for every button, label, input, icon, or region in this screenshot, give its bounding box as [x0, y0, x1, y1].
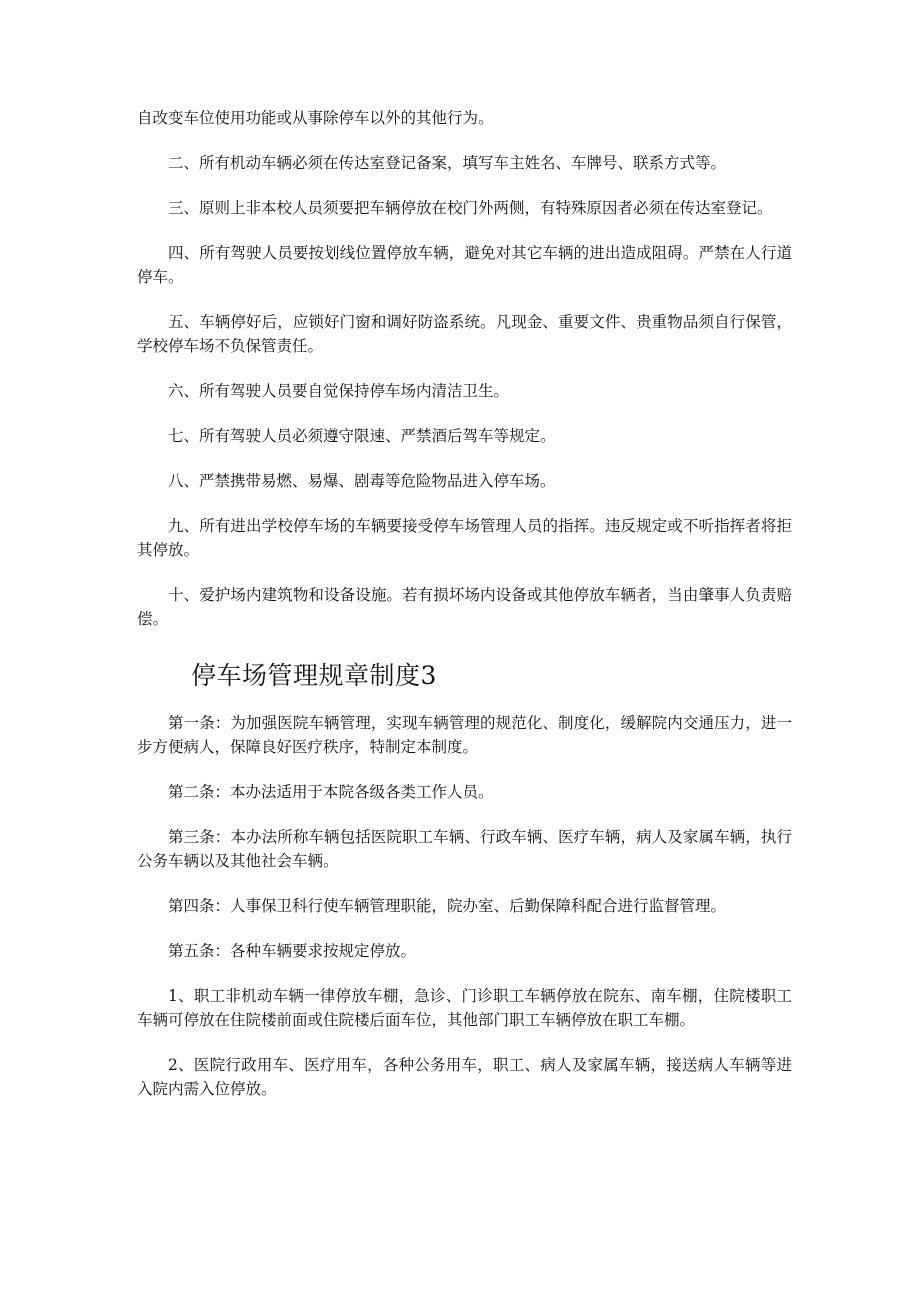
paragraph: 五、车辆停好后，应锁好门窗和调好防盗系统。凡现金、重要文件、贵重物品须自行保管，学校停车场不负保管责任。: [137, 313, 792, 355]
paragraph: 六、所有驾驶人员要自觉保持停车场内清洁卫生。: [168, 382, 510, 400]
paragraph: 八、严禁携带易燃、易爆、剧毒等危险物品进入停车场。: [168, 472, 556, 490]
section-heading: 停车场管理规章制度3: [191, 661, 437, 690]
paragraph: 1、职工非机动车辆一律停放车棚，急诊、门诊职工车辆停放在院东、南车棚，住院楼职工车辆可停放在住院楼前面或住院楼后面车位，其他部门职工车辆停放在职工车棚。: [137, 987, 792, 1029]
paragraph: 九、所有进出学校停车场的车辆要接受停车场管理人员的指挥。违反规定或不听指挥者将拒其停放。: [137, 517, 792, 559]
paragraph: 第五条：各种车辆要求按规定停放。: [168, 942, 417, 960]
paragraph: 七、所有驾驶人员必须遵守限速、严禁酒后驾车等规定。: [168, 427, 556, 445]
paragraph: 十、爱护场内建筑物和设备设施。若有损坏场内设备或其他停放车辆者，当由肇事人负责赔偿。: [137, 586, 792, 628]
paragraph: 二、所有机动车辆必须在传达室登记备案，填写车主姓名、车牌号、联系方式等。: [168, 154, 727, 172]
paragraph: 第一条：为加强医院车辆管理，实现车辆管理的规范化、制度化，缓解院内交通压力，进一步方便病人，保障良好医疗秩序，特制定本制度。: [137, 714, 792, 756]
paragraph: 第四条：人事保卫科行使车辆管理职能，院办室、后勤保障科配合进行监督管理。: [168, 897, 727, 915]
paragraph: 第二条：本办法适用于本院各级各类工作人员。: [168, 783, 494, 801]
document-page: [137, 106, 792, 1122]
paragraph: 三、原则上非本校人员须要把车辆停放在校门外两侧，有特殊原因者必须在传达室登记。: [168, 199, 773, 217]
paragraph: 2、医院行政用车、医疗用车，各种公务用车，职工、病人及家属车辆，接送病人车辆等进入院内需入位停放。: [137, 1056, 792, 1098]
paragraph: 第三条：本办法所称车辆包括医院职工车辆、行政车辆、医疗车辆，病人及家属车辆，执行公务车辆以及其他社会车辆。: [137, 828, 792, 870]
paragraph: 自改变车位使用功能或从事除停车以外的其他行为。: [137, 109, 494, 127]
paragraph: 四、所有驾驶人员要按划线位置停放车辆，避免对其它车辆的进出造成阻碍。严禁在人行道停车。: [137, 244, 792, 286]
